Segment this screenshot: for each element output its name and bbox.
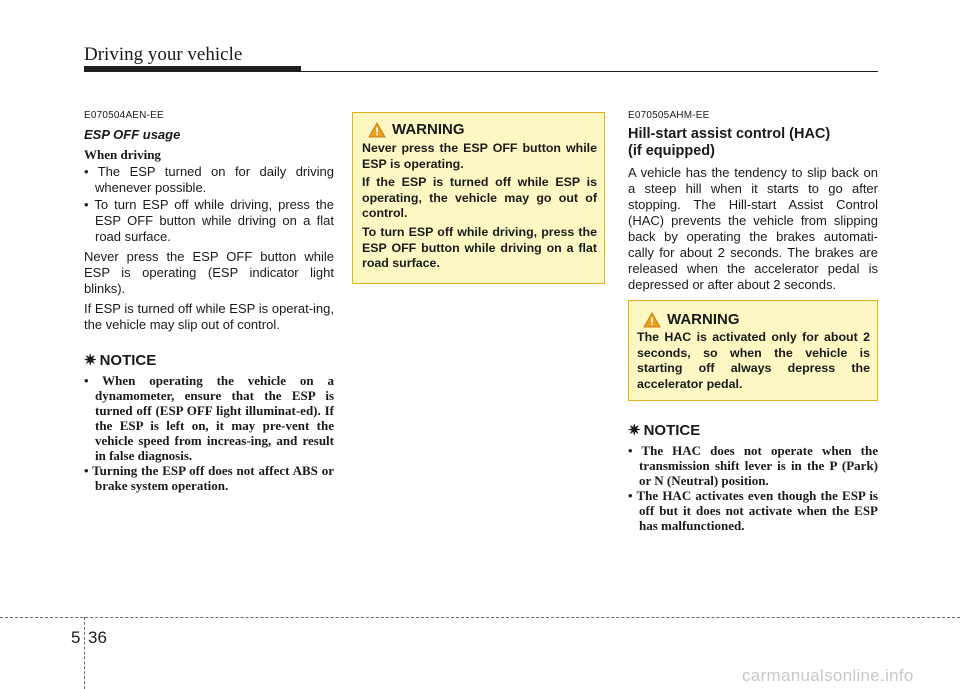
- bullet-item: • The ESP turned on for daily driving whenever possible.: [84, 164, 334, 195]
- bullet-item: • To turn ESP off while driving, press the ESP OFF button while driving on a flat road surface.: [84, 197, 334, 244]
- column-hac: [628, 110, 878, 293]
- notice-star-icon: ✷: [628, 422, 641, 439]
- footer-rule: [0, 617, 960, 618]
- column-esp-off: [84, 110, 334, 493]
- warning-label: WARNING: [667, 311, 740, 328]
- page-number: 36: [88, 628, 107, 647]
- paragraph: A vehicle has the tendency to slip back on a steep hill when it starts to go after stopping. The Hill-start Assist Control (HAC) prevents the vehicle from slipping back by operating the brakes automati-cally for about 2 seconds. The brakes are released when the accelerator pedal is depressed or after about 2 seconds.: [628, 165, 878, 292]
- subheading: When driving: [84, 147, 161, 162]
- section-heading-line2: (if equipped): [628, 143, 715, 159]
- watermark: carmanualsonline.info: [742, 666, 914, 685]
- notice-label: NOTICE: [99, 351, 157, 369]
- notice-item: • When operating the vehicle on a dynamometer, ensure that the ESP is turned off (ESP OFF light illuminat-ed). If the ESP is left on, it may pre-vent the vehicle speed from increas-ing, and result in false diagnosis.: [84, 373, 334, 463]
- notice-item: • The HAC does not operate when the transmission shift lever is in the P (Park) or N (Neutral) position.: [628, 443, 878, 488]
- section-heading: ESP OFF usage: [84, 127, 181, 142]
- warning-label: WARNING: [392, 121, 465, 138]
- notice-label: NOTICE: [643, 421, 701, 439]
- warning-box: [628, 300, 878, 401]
- notice-heading: [84, 351, 334, 369]
- header-rule: [84, 71, 878, 72]
- paragraph: If ESP is turned off while ESP is operat-ing, the vehicle may slip out of control.: [84, 301, 334, 332]
- chapter-number: 5: [71, 628, 81, 647]
- page-header-title: Driving your vehicle: [84, 44, 243, 65]
- warning-text: The HAC is activated only for about 2 seconds, so when the vehicle is starting off always depress the accelerator pedal.: [637, 330, 870, 391]
- notice-item: • Turning the ESP off does not affect ABS or brake system operation.: [84, 463, 334, 493]
- section-heading-line1: Hill-start assist control (HAC): [628, 126, 831, 142]
- notice-item: • The HAC activates even though the ESP is off but it does not activate when the ESP has malfunctioned.: [628, 488, 878, 533]
- warning-heading: [643, 311, 870, 328]
- warning-text: If the ESP is turned off while ESP is operating, the vehicle may go out of control.: [362, 175, 597, 221]
- section-code: E070504AEN-EE: [84, 110, 164, 121]
- warning-heading: [368, 121, 597, 138]
- warning-text: Never press the ESP OFF button while ESP is operating.: [362, 141, 597, 171]
- notice-heading: [628, 421, 878, 439]
- warning-triangle-icon: [368, 122, 386, 138]
- footer-divider: [84, 617, 85, 689]
- hac-notice: [628, 421, 878, 533]
- section-code: E070505AHM-EE: [628, 110, 710, 121]
- paragraph: Never press the ESP OFF button while ESP is operating (ESP indicator light blinks).: [84, 249, 334, 296]
- warning-triangle-icon: [643, 312, 661, 328]
- warning-text: To turn ESP off while driving, press the ESP OFF button while driving on a flat road surface.: [362, 224, 597, 271]
- warning-box: [352, 112, 605, 284]
- notice-star-icon: ✷: [84, 352, 97, 369]
